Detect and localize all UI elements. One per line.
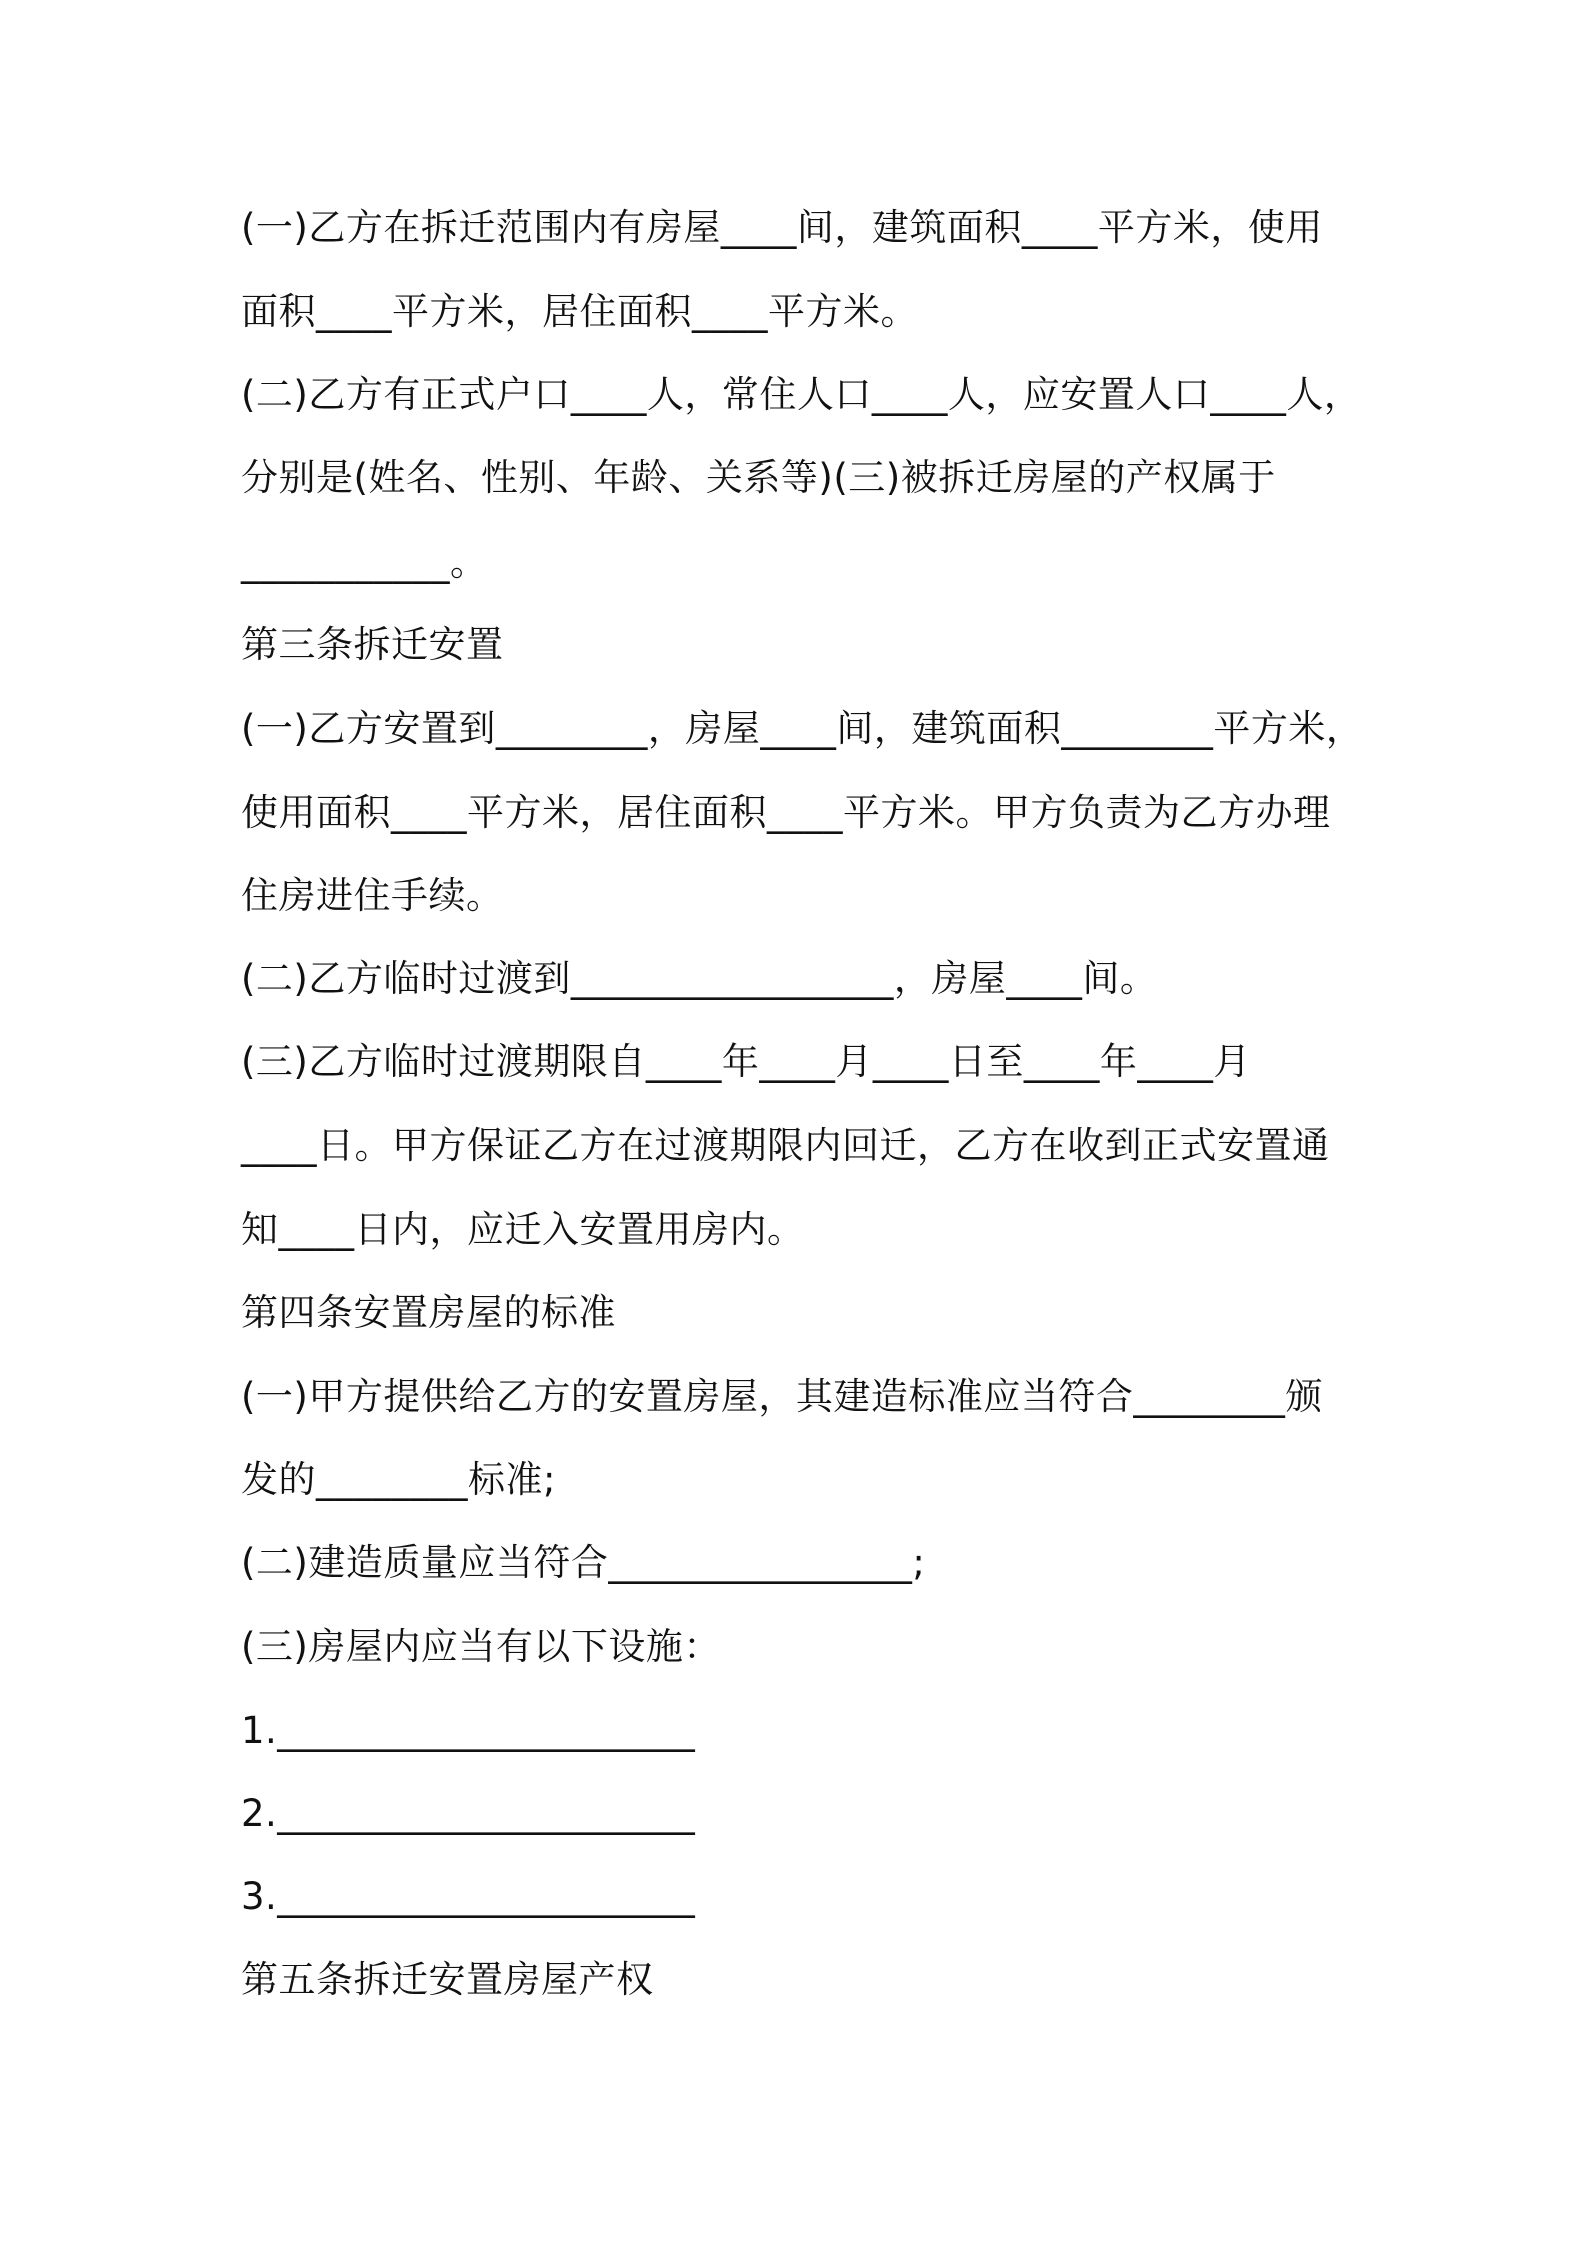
clause-2-item-2-line-2: 分别是(姓名、性别、年龄、关系等)(三)被拆迁房屋的产权属于 [241,456,1276,499]
clause-3-item-1-line-2: 使用面积____平方米，居住面积____平方米。甲方负责为乙方办理 [241,791,1331,834]
facility-item-3: 3.______________________ [241,1875,696,1918]
clause-3-item-3-line-1: (三)乙方临时过渡期限自____年____月____日至____年____月 [241,1040,1251,1083]
clause-2-item-3-line: ___________。 [241,541,488,584]
clause-3-item-1-line-3: 住房进住手续。 [241,874,504,917]
clause-4-item-1-line-1: (一)甲方提供给乙方的安置房屋，其建造标准应当符合________颁 [241,1375,1323,1418]
facility-item-2: 2.______________________ [241,1792,696,1835]
facility-item-1: 1.______________________ [241,1709,696,1752]
clause-3-item-1-line-1: (一)乙方安置到________，房屋____间，建筑面积________平方米， [241,707,1364,750]
clause-3-heading: 第三条拆迁安置 [241,623,504,666]
clause-5-heading: 第五条拆迁安置房屋产权 [241,1958,654,2001]
clause-4-item-3-line: (三)房屋内应当有以下设施： [241,1625,721,1668]
clause-4-item-1-line-2: 发的________标准; [241,1458,556,1501]
clause-3-item-2-line: (二)乙方临时过渡到_________________，房屋____间。 [241,957,1158,1000]
clause-3-item-3-line-2: ____日。甲方保证乙方在过渡期限内回迁，乙方在收到正式安置通 [241,1124,1330,1167]
clause-2-item-1-line-1: (一)乙方在拆迁范围内有房屋____间，建筑面积____平方米，使用 [241,206,1323,249]
clause-4-heading: 第四条安置房屋的标准 [241,1291,616,1334]
clause-2-item-2-line-1: (二)乙方有正式户口____人，常住人口____人，应安置人口____人， [241,373,1362,416]
clause-3-item-3-line-3: 知____日内，应迁入安置用房内。 [241,1208,805,1251]
clause-4-item-2-line: (二)建造质量应当符合________________; [241,1541,926,1584]
clause-2-item-1-line-2: 面积____平方米，居住面积____平方米。 [241,290,918,333]
